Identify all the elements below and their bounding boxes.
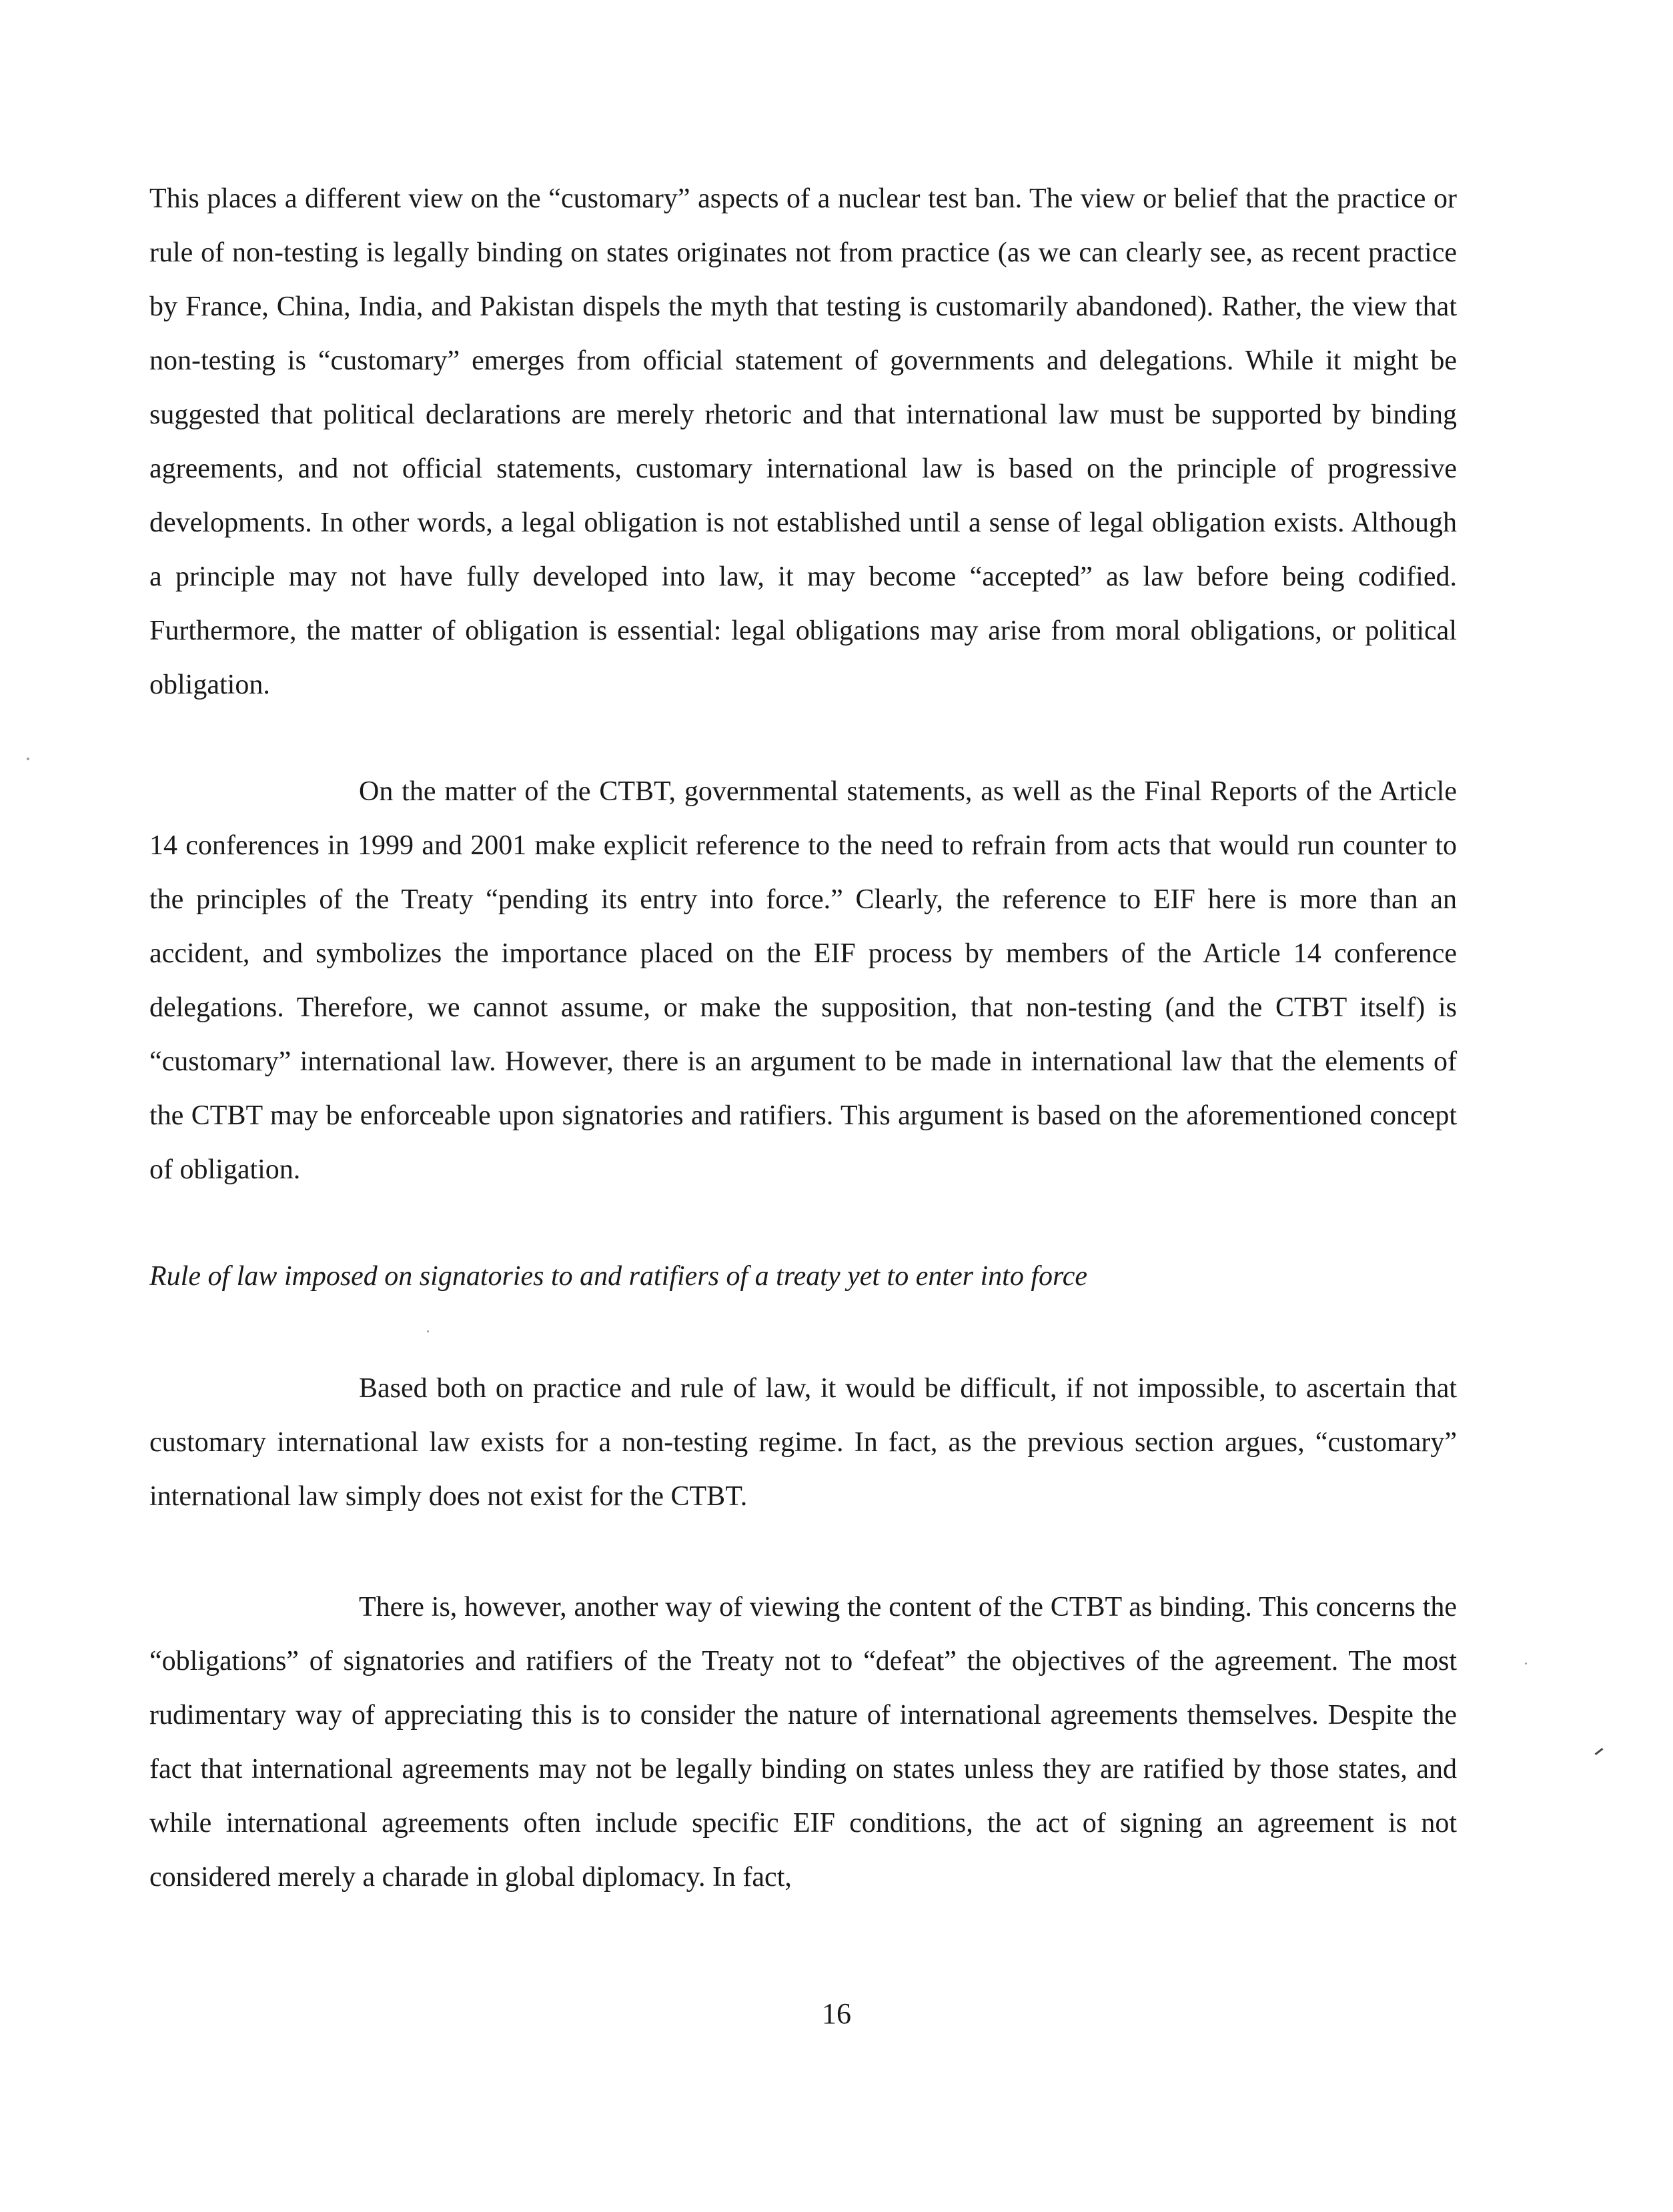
paragraph-ctbt-statements: On the matter of the CTBT, governmental statements, as well as the Final Reports of the Article 14 conferences in 1999 and 2001 make explicit reference to the need to refrain from acts that would run counter to the principles of the Treaty “pending its entry into force.” Clearly, the reference to EIF here is more than an accident, and symbolizes the importance placed on the EIF process by members of the Article 14 conference delegations. Therefore, we cannot assume, or make the supposition, that non-testing (and the CTBT itself) is “customary” international law. However, there is an argument to be made in international law that the elements of the CTBT may be enforceable upon signatories and ratifiers. This argument is based on the aforementioned concept of obligation. xyxy=(149,776,1457,1185)
scan-speck xyxy=(27,758,29,760)
scan-speck xyxy=(1525,1663,1527,1665)
scan-speck xyxy=(427,1330,429,1332)
paragraph-obligations: There is, however, another way of viewing the content of the CTBT as binding. This concerns the “obligations” of signatories and ratifiers of the Treaty not to “defeat” the objectives of the agreement. The most rudimentary way of appreciating this is to consider the nature of international agreements themselves. Despite the fact that international agreements may not be legally binding on states unless they are ratified by those states, and while international agreements often include specific EIF conditions, the act of signing an agreement is not considered merely a charade in global diplomacy. In fact, xyxy=(149,1592,1457,1893)
pen-tick-mark xyxy=(1595,1748,1604,1755)
section-heading: Rule of law imposed on signatories to and ratifiers of a treaty yet to enter into force xyxy=(149,1261,1088,1292)
page-number: 16 xyxy=(822,1997,851,2030)
paragraph-practice-rule-of-law: Based both on practice and rule of law, it would be difficult, if not impossible, to ascertain that customary international law exists for a non-testing regime. In fact, as the previous section argues, “customary” international law simply does not exist for the CTBT. xyxy=(149,1373,1457,1512)
paragraph-customary-view: This places a different view on the “customary” aspects of a nuclear test ban. The view or belief that the practice or rule of non-testing is legally binding on states originates not from practice (as we can clearly see, as recent practice by France, China, India, and Pakistan dispels the myth that testing is customarily abandoned). Rather, the view that non-testing is “customary” emerges from official statement of governments and delegations. While it might be suggested that political declarations are merely rhetoric and that international law must be supported by binding agreements, and not official statements, customary international law is based on the principle of progressive developments. In other words, a legal obligation is not established until a sense of legal obligation exists. Although a principle may not have fully developed into law, it may become “accepted” as law before being codified. Furthermore, the matter of obligation is essential: legal obligations may arise from moral obligations, or political obligation. xyxy=(149,183,1457,700)
